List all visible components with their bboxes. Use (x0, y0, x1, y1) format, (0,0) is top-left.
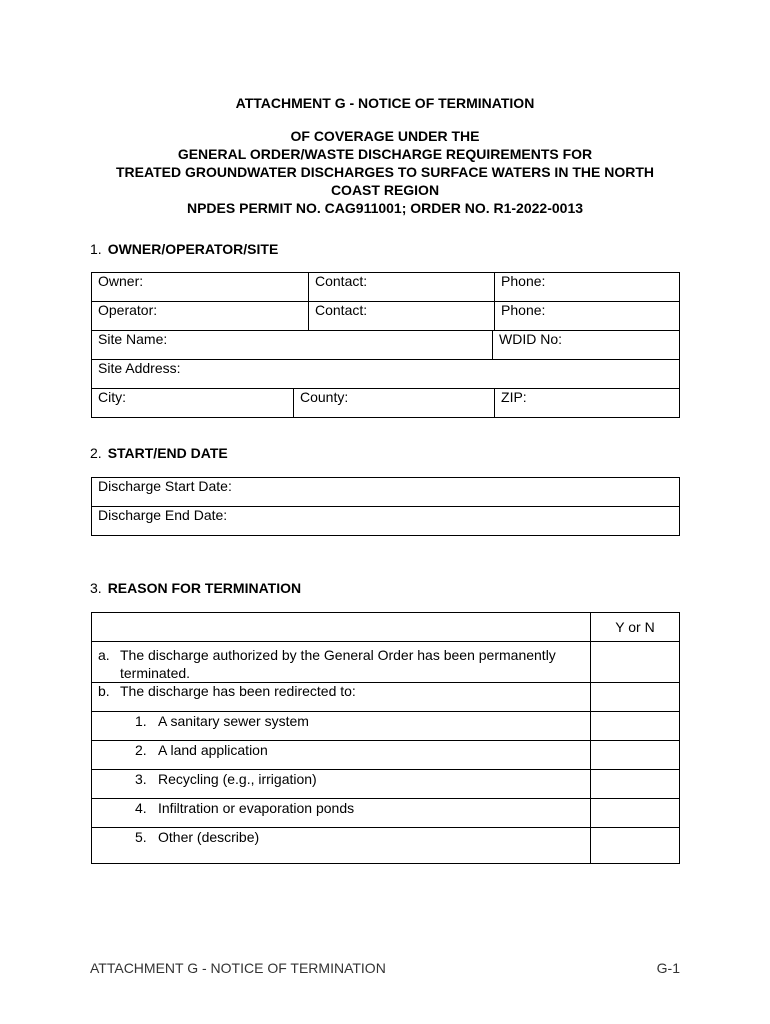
city-field[interactable]: City: (92, 389, 294, 418)
county-field[interactable]: County: (294, 389, 495, 418)
section-label: START/END DATE (107, 445, 228, 461)
reason-b-text: The discharge has been redirected to: (120, 683, 356, 699)
sub-item-number: 5. (135, 829, 147, 845)
section-3-heading (90, 579, 301, 597)
section-number: 1. (90, 241, 102, 257)
sub-item (92, 741, 591, 770)
sub-item-text: A land application (158, 742, 268, 758)
sub-item-yn-field[interactable] (591, 828, 680, 864)
heading-line-2: GENERAL ORDER/WASTE DISCHARGE REQUIREMENTS FOR (177, 146, 593, 162)
reason-b-yn-field[interactable] (591, 683, 680, 712)
zip-field[interactable]: ZIP: (495, 389, 680, 418)
section-1-heading (90, 240, 278, 258)
section-label: OWNER/OPERATOR/SITE (107, 241, 279, 257)
reason-header-blank (92, 613, 591, 642)
operator-phone-field[interactable]: Phone: (495, 302, 680, 331)
site-name-field[interactable]: Site Name: (92, 331, 493, 360)
operator-contact-field[interactable]: Contact: (309, 302, 495, 331)
site-address-field[interactable]: Site Address: (92, 360, 680, 389)
operator-field[interactable]: Operator: (92, 302, 309, 331)
sub-item-text: Other (describe) (158, 829, 260, 845)
document-title: ATTACHMENT G - NOTICE OF TERMINATION (235, 95, 535, 111)
page-number: G-1 (656, 960, 680, 976)
discharge-end-date-field[interactable]: Discharge End Date: (92, 507, 680, 536)
owner-operator-site-table (91, 272, 680, 418)
heading-line-1: OF COVERAGE UNDER THE (290, 128, 480, 144)
heading-line-5: NPDES PERMIT NO. CAG911001; ORDER NO. R1-2022-0013 (186, 200, 584, 216)
sub-item-yn-field[interactable] (591, 712, 680, 741)
discharge-start-date-field[interactable]: Discharge Start Date: (92, 478, 680, 507)
sub-item (92, 712, 591, 741)
footer-title: ATTACHMENT G - NOTICE OF TERMINATION (90, 960, 386, 976)
heading-line-4: COAST REGION (330, 182, 440, 198)
reason-a (92, 642, 591, 683)
sub-item-text: A sanitary sewer system (158, 713, 309, 729)
sub-item-number: 1. (135, 713, 147, 729)
owner-field[interactable]: Owner: (92, 273, 309, 302)
yn-header: Y or N (591, 613, 680, 642)
wdid-field[interactable]: WDID No: (493, 331, 680, 360)
owner-phone-field[interactable]: Phone: (495, 273, 680, 302)
reason-termination-table (91, 612, 680, 864)
sub-item (92, 828, 591, 864)
document-heading (80, 127, 690, 217)
heading-line-3: TREATED GROUNDWATER DISCHARGES TO SURFACE WATERS IN THE NORTH (116, 164, 654, 180)
sub-item (92, 799, 591, 828)
start-end-date-table (91, 477, 680, 536)
sub-item-number: 4. (135, 800, 147, 816)
reason-a-yn-field[interactable] (591, 642, 680, 683)
sub-item-text: Recycling (e.g., irrigation) (158, 771, 317, 787)
sub-item-yn-field[interactable] (591, 799, 680, 828)
sub-item-yn-field[interactable] (591, 770, 680, 799)
sub-item-number: 2. (135, 742, 147, 758)
section-label: REASON FOR TERMINATION (107, 580, 302, 596)
owner-contact-field[interactable]: Contact: (309, 273, 495, 302)
section-number: 2. (90, 445, 102, 461)
reason-a-text: The discharge authorized by the General Order has been permanently terminated. (120, 647, 556, 681)
section-number: 3. (90, 580, 102, 596)
reason-a-marker: a. (98, 647, 110, 663)
reason-b-marker: b. (98, 683, 110, 699)
sub-item-number: 3. (135, 771, 147, 787)
sub-item (92, 770, 591, 799)
section-2-heading (90, 444, 228, 462)
sub-item-yn-field[interactable] (591, 741, 680, 770)
sub-item-text: Infiltration or evaporation ponds (158, 800, 355, 816)
reason-b (92, 683, 591, 712)
